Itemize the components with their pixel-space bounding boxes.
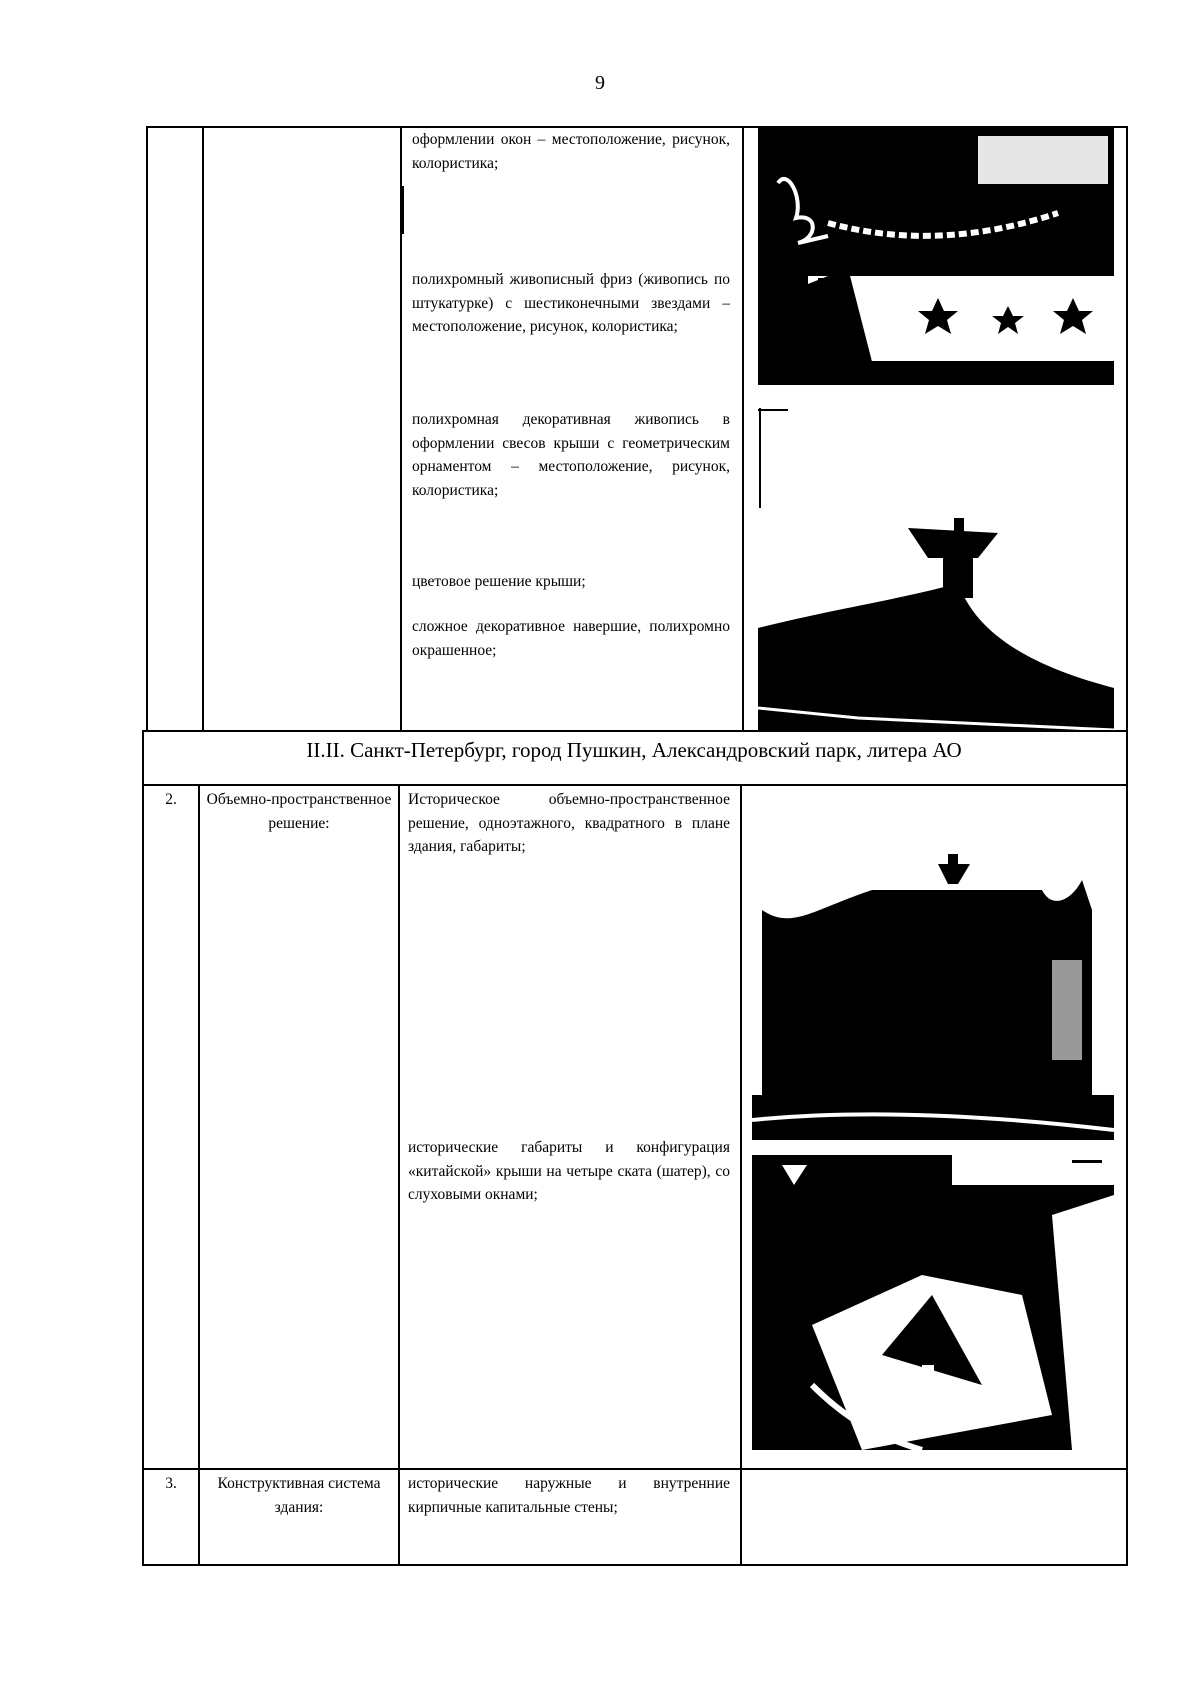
photo-building-facade — [752, 840, 1114, 1140]
row-2-category: Объемно-пространственное решение: — [206, 791, 392, 832]
photo-roof-finial — [758, 408, 1114, 730]
item-roof-color: цветовое решение крыши; — [412, 573, 586, 590]
photo-roof-aerial — [752, 1155, 1114, 1450]
row-2-item-volume: Историческое объемно-пространственное решение, одноэтажного, квадратного в плане здания, габариты; — [408, 791, 730, 855]
row-2-number: 2. — [165, 791, 177, 808]
page-number: 9 — [595, 72, 605, 94]
row-3-category: Конструктивная система здания: — [217, 1475, 381, 1516]
item-finial: сложное декоративное навершие, полихромно окрашенное; — [412, 618, 730, 659]
item-eaves-painting: полихромная декоративная живопись в оформлении свесов крыши с геометрическим орнаментом – местоположение, рисунок, колористика; — [412, 411, 730, 499]
row-2-item-roof: исторические габариты и конфигурация «китайской» крыши на четыре ската (шатер), со слуховыми окнами; — [408, 1139, 730, 1203]
photo-frieze-stars — [758, 128, 1114, 385]
item-window-decoration: оформлении окон – местоположение, рисунок, колористика; — [412, 131, 730, 172]
row-3-number: 3. — [165, 1475, 177, 1492]
section-title: II.II. Санкт-Петербург, город Пушкин, Александровский парк, литера АО — [306, 738, 962, 762]
item-frieze: полихромный живописный фриз (живопись по штукатурке) с шестиконечными звездами – местоположение, рисунок, колористика; — [412, 271, 730, 335]
row-3-item-walls: исторические наружные и внутренние кирпичные капитальные стены; — [408, 1475, 730, 1516]
